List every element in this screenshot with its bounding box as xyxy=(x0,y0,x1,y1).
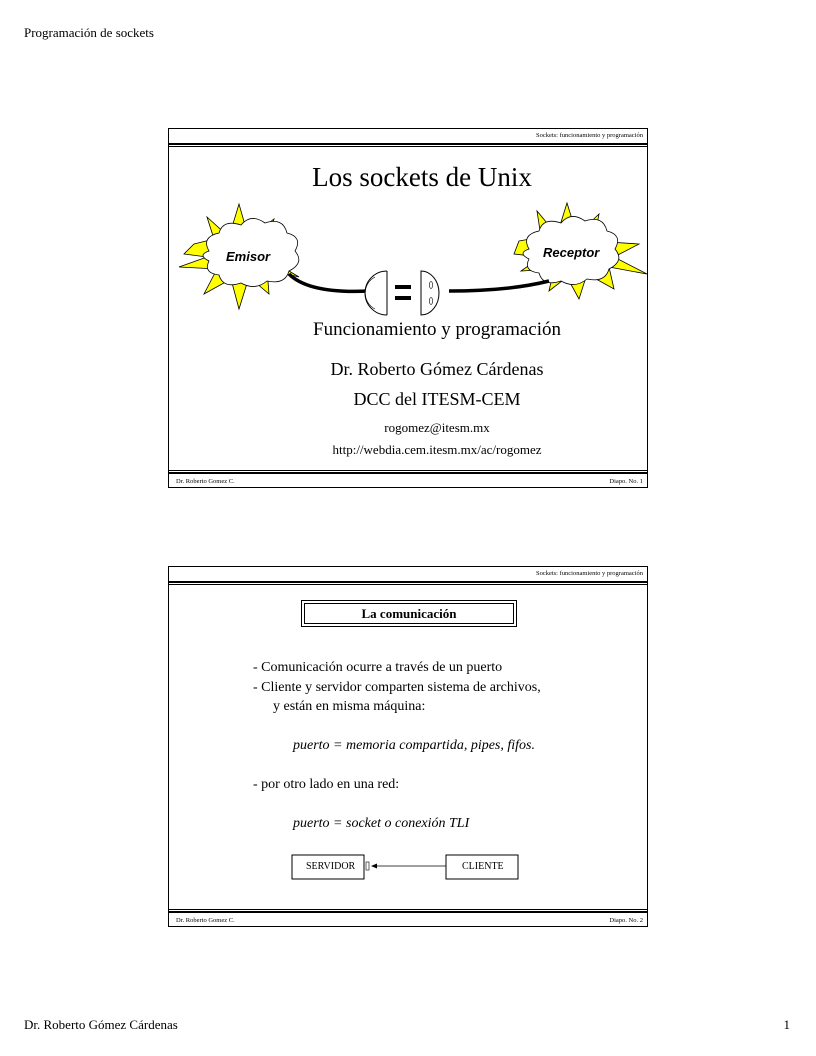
slide-title-box xyxy=(301,600,517,627)
page-number: 1 xyxy=(783,1017,790,1032)
department: DCC del ITESM-CEM xyxy=(353,389,521,409)
client-server-diagram xyxy=(289,852,529,882)
bullet-line-continued: y están en misma máquina: xyxy=(273,699,426,714)
slide-title: Los sockets de Unix xyxy=(312,162,532,192)
email-link[interactable]: rogomez@itesm.mx xyxy=(384,420,490,435)
formula-line: puerto = socket o conexión TLI xyxy=(293,816,470,831)
url-link[interactable]: http://webdia.cem.itesm.mx/ac/rogomez xyxy=(332,442,542,457)
top-rule xyxy=(169,143,647,145)
top-rule-thin xyxy=(169,146,647,147)
slide-1 xyxy=(168,128,648,488)
plug-icon xyxy=(365,271,411,315)
slide-number: Diapo. No. 2 xyxy=(609,917,643,924)
port-icon xyxy=(366,862,369,870)
slide-title: La comunicación xyxy=(361,605,457,621)
bottom-rule xyxy=(169,472,647,474)
top-rule-thin xyxy=(169,584,647,585)
author-name: Dr. Roberto Gómez Cárdenas xyxy=(330,359,544,379)
bottom-rule-thin xyxy=(169,909,647,910)
bottom-rule-thin xyxy=(169,470,647,471)
arrow-head-icon xyxy=(371,864,377,869)
emisor-label: Emisor xyxy=(226,249,271,264)
slide-footer-author: Dr. Roberto Gomez C. xyxy=(176,917,235,924)
top-rule xyxy=(169,581,647,583)
servidor-label: SERVIDOR xyxy=(306,861,356,872)
cliente-label: CLIENTE xyxy=(462,861,504,872)
bullet-line: - Cliente y servidor comparten sistema de archivos, xyxy=(253,680,541,695)
left-cable xyxy=(289,274,369,291)
slide-subtitle: Funcionamiento y programación xyxy=(313,319,561,340)
receptor-label: Receptor xyxy=(543,245,600,260)
bottom-rule xyxy=(169,911,647,913)
socket-illustration xyxy=(169,199,649,329)
slide-top-label: Sockets: funcionamiento y programación xyxy=(535,132,643,139)
slide-2 xyxy=(168,566,648,927)
page-header: Programación de sockets xyxy=(24,25,154,40)
slide-number: Diapo. No. 1 xyxy=(609,478,643,485)
right-cable xyxy=(449,281,549,291)
bullet-line: - Comunicación ocurre a través de un puerto xyxy=(253,660,503,675)
slide-top-label: Sockets: funcionamiento y programación xyxy=(535,570,643,577)
slide-footer-author: Dr. Roberto Gomez C. xyxy=(176,478,235,485)
bullet-line: - por otro lado en una red: xyxy=(253,777,400,792)
formula-line: puerto = memoria compartida, pipes, fifos. xyxy=(293,738,535,753)
page-footer-author: Dr. Roberto Gómez Cárdenas xyxy=(24,1017,178,1032)
socket-icon xyxy=(421,271,439,315)
